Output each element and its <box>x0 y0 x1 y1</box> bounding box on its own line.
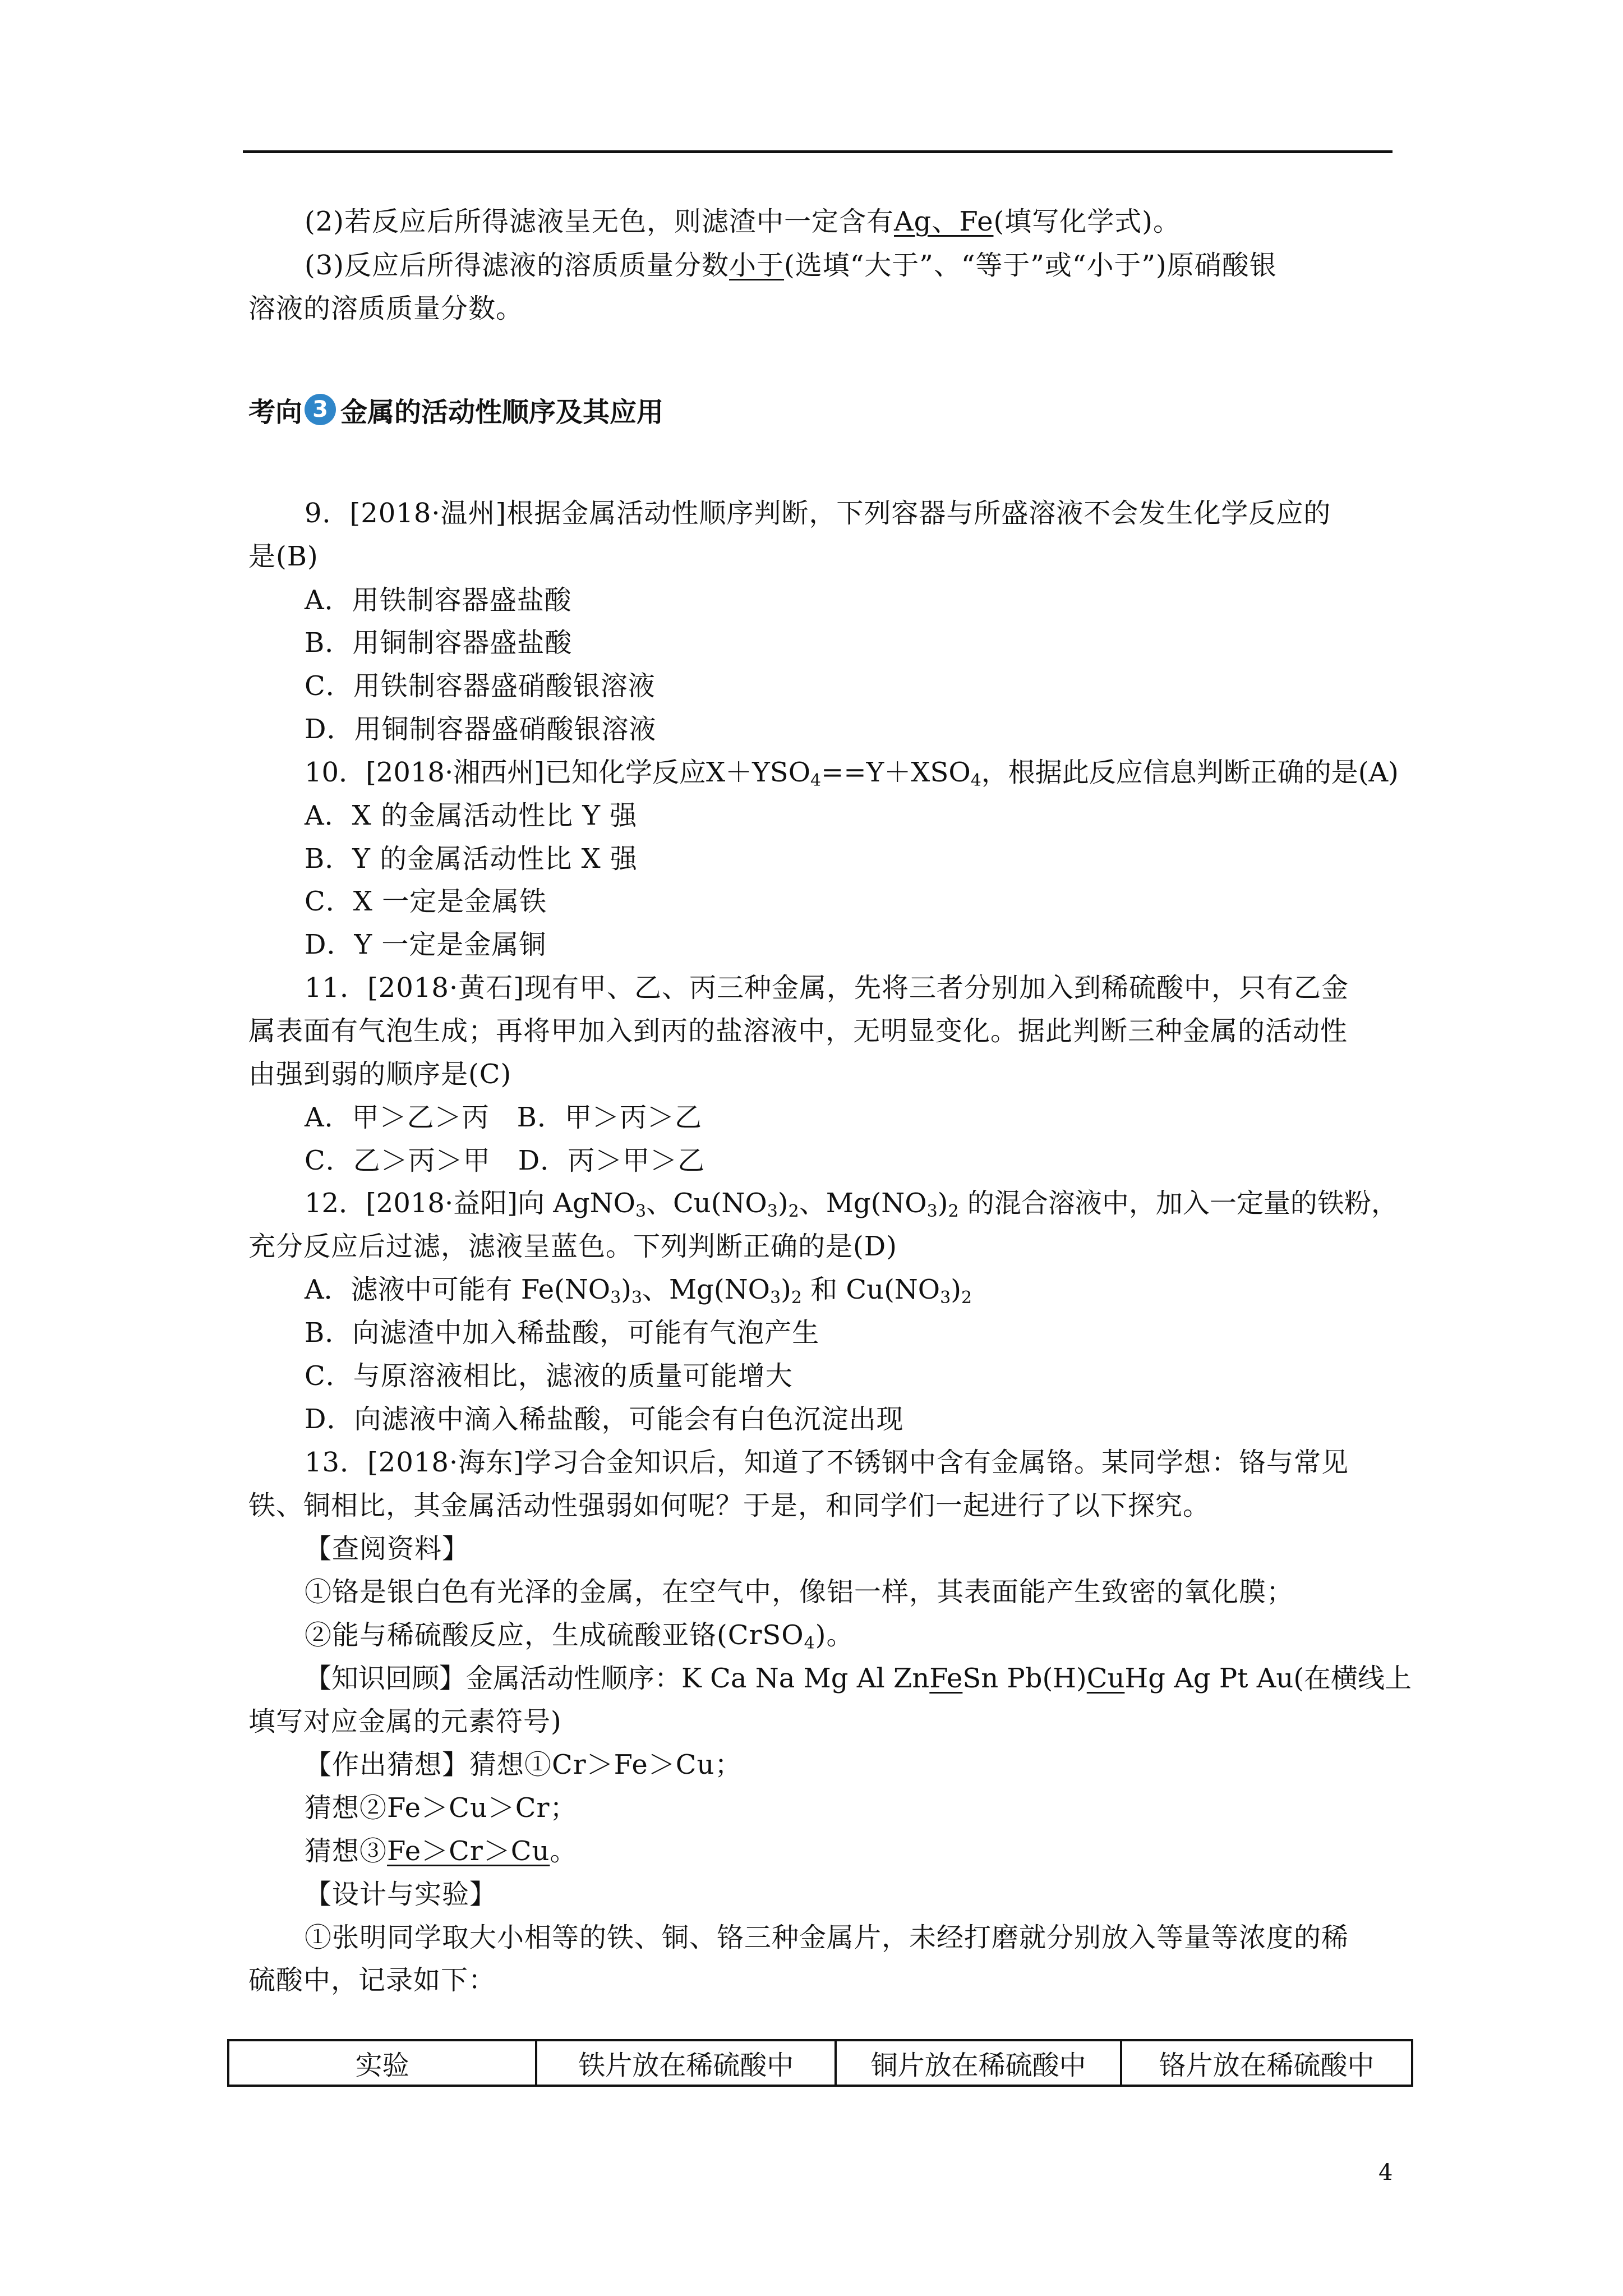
q10-sub-1: 4 <box>810 771 822 790</box>
q12-a-sub: 2 <box>791 1288 802 1308</box>
q13-research-2 <box>305 1618 854 1660</box>
q8-part2 <box>305 205 1181 238</box>
q13-guess-1: 【作出猜想】猜想①Cr＞Fe＞Cu； <box>305 1749 743 1780</box>
q11-stem-1: 11．[2018·黄石]现有甲、乙、丙三种金属，先将三者分别加入到稀硫酸中，只有乙金 <box>305 972 1349 1004</box>
q13-knowledge <box>305 1662 1412 1695</box>
q13-knowledge-post: Hg Ag Pt Au(在横线上 <box>1124 1663 1412 1694</box>
q12-stem-f: 的混合溶液中，加入一定量的铁粉， <box>958 1188 1398 1219</box>
q12-stem-e: ) <box>937 1188 948 1219</box>
q8-part2-text: (2)若反应后所得滤液呈无色，则滤渣中一定含有 <box>305 206 894 237</box>
q10-option-b: B．Y 的金属活动性比 X 强 <box>305 843 638 875</box>
q12-a-b: ) <box>621 1274 631 1305</box>
q13-heading-research: 【查阅资料】 <box>305 1533 470 1565</box>
q8-part3-cont: 溶液的溶质质量分数。 <box>248 293 524 324</box>
table-header-copper: 铜片放在稀硫酸中 <box>836 2040 1121 2086</box>
page-number: 4 <box>1378 2160 1393 2185</box>
q12-a-sub: 3 <box>631 1288 643 1308</box>
q12-sub: 3 <box>767 1202 778 1221</box>
q13-r2-sub: 4 <box>804 1634 815 1653</box>
q13-guess-3 <box>305 1834 577 1868</box>
q10-stem <box>305 756 1399 798</box>
q10-option-c: C．X 一定是金属铁 <box>305 886 547 917</box>
q12-sub: 2 <box>948 1202 959 1221</box>
section-heading <box>248 390 663 429</box>
q8-part2-answer: Ag、Fe <box>894 206 994 237</box>
q12-sub: 3 <box>635 1202 647 1221</box>
q12-stem-2: 充分反应后过滤，滤液呈蓝色。下列判断正确的是(D) <box>248 1231 897 1262</box>
q10-option-d: D．Y 一定是金属铜 <box>305 929 547 960</box>
q13-knowledge-cont: 填写对应金属的元素符号) <box>248 1706 562 1737</box>
table-header-chromium: 铬片放在稀硫酸中 <box>1121 2040 1412 2086</box>
q12-a-sub: 3 <box>610 1288 621 1308</box>
q12-sub: 2 <box>788 1202 799 1221</box>
q13-guess-3-pre: 猜想③ <box>305 1835 388 1867</box>
q11-stem-2: 属表面有气泡生成；再将甲加入到丙的盐溶液中，无明显变化。据此判断三种金属的活动性 <box>248 1015 1348 1047</box>
table-header-experiment: 实验 <box>228 2040 536 2086</box>
q8-part2-tail: (填写化学式)。 <box>993 206 1181 237</box>
section-title: 金属的活动性顺序及其应用 <box>340 396 664 428</box>
q13-knowledge-cu-answer: Cu <box>1086 1663 1125 1694</box>
q13-knowledge-mid: Sn Pb(H) <box>962 1663 1087 1694</box>
q12-stem-c: ) <box>777 1188 789 1219</box>
table-header-iron: 铁片放在稀硫酸中 <box>536 2040 836 2086</box>
q12-stem-1 <box>305 1186 1398 1228</box>
q13-experiment-1: ①张明同学取大小相等的铁、铜、铬三种金属片，未经打磨就分别放入等量等浓度的稀 <box>305 1922 1349 1953</box>
q12-a-e: 和 Cu(NO <box>801 1274 940 1305</box>
q12-a-a: A．滤液中可能有 Fe(NO <box>305 1274 611 1305</box>
q12-option-b: B．向滤渣中加入稀盐酸，可能有气泡产生 <box>305 1317 820 1349</box>
q12-option-d: D．向滤液中滴入稀盐酸，可能会有白色沉淀出现 <box>305 1404 904 1435</box>
q11-stem-3: 由强到弱的顺序是(C) <box>248 1059 512 1090</box>
q12-sub: 3 <box>926 1202 938 1221</box>
q13-guess-2: 猜想②Fe＞Cu＞Cr； <box>305 1792 578 1824</box>
q13-knowledge-pre: 【知识回顾】金属活动性顺序：K Ca Na Mg Al Zn <box>305 1663 930 1694</box>
q13-heading-design: 【设计与实验】 <box>305 1879 497 1910</box>
q13-research-1: ①铬是银白色有光泽的金属，在空气中，像铝一样，其表面能产生致密的氧化膜； <box>305 1576 1294 1608</box>
q13-experiment-2: 硫酸中，记录如下： <box>248 1964 496 1996</box>
q9-option-b: B．用铜制容器盛盐酸 <box>305 627 573 659</box>
q10-option-a: A．X 的金属活动性比 Y 强 <box>305 800 638 831</box>
q13-stem-2: 铁、铜相比，其金属活动性强弱如何呢？于是，和同学们一起进行了以下探究。 <box>248 1490 1211 1521</box>
q12-stem-b: 、Cu(NO <box>646 1188 767 1219</box>
q12-stem-a: 12．[2018·益阳]向 AgNO <box>305 1188 635 1219</box>
q13-r2-b: )。 <box>815 1619 854 1651</box>
q13-knowledge-fe-answer: Fe <box>929 1663 963 1694</box>
q9-stem-2: 是(B) <box>248 541 319 572</box>
q12-a-sub: 3 <box>769 1288 781 1308</box>
q10-sub-2: 4 <box>970 771 981 790</box>
section-prefix: 考向 <box>248 396 303 428</box>
q8-part3-answer: 小于 <box>729 250 785 281</box>
q8-part3-text: (3)反应后所得滤液的溶质质量分数 <box>305 250 729 281</box>
q12-a-c: 、Mg(NO <box>642 1274 770 1305</box>
q10-stem-c: ，根据此反应信息判断正确的是(A) <box>981 757 1399 788</box>
q9-option-c: C．用铁制容器盛硝酸银溶液 <box>305 670 656 702</box>
q13-guess-3-post: 。 <box>550 1835 578 1867</box>
q12-a-sub: 2 <box>961 1288 972 1308</box>
q12-a-f: ) <box>951 1274 961 1305</box>
q12-a-d: ) <box>781 1274 791 1305</box>
q12-stem-d: 、Mg(NO <box>799 1188 927 1219</box>
q11-options-cd: C．乙＞丙＞甲 D．丙＞甲＞乙 <box>305 1145 706 1176</box>
experiment-table <box>227 2039 1413 2087</box>
table-row <box>228 2040 1412 2086</box>
q9-stem-1: 9．[2018·温州]根据金属活动性顺序判断，下列容器与所盛溶液不会发生化学反应的 <box>305 498 1331 529</box>
q8-part3-tail: (选填“大于”、“等于”或“小于”)原硝酸银 <box>784 250 1277 281</box>
q12-option-a <box>305 1273 972 1315</box>
q8-part3 <box>305 249 1277 282</box>
q12-option-c: C．与原溶液相比，滤液的质量可能增大 <box>305 1360 793 1392</box>
section-number-badge: 3 <box>305 394 336 425</box>
q13-stem-1: 13．[2018·海东]学习合金知识后，知道了不锈钢中含有金属铬。某同学想：铬与常见 <box>305 1447 1349 1478</box>
q12-a-sub: 3 <box>940 1288 951 1308</box>
q10-stem-a: 10．[2018·湘西州]已知化学反应X＋YSO <box>305 757 811 788</box>
q13-guess-3-answer: Fe＞Cr＞Cu <box>387 1835 550 1867</box>
q9-option-d: D．用铜制容器盛硝酸银溶液 <box>305 714 657 745</box>
q13-r2-a: ②能与稀硫酸反应，生成硫酸亚铬(CrSO <box>305 1619 804 1651</box>
q9-option-a: A．用铁制容器盛盐酸 <box>305 585 572 616</box>
q10-stem-b: ==Y＋XSO <box>821 757 971 788</box>
header-rule <box>243 150 1393 153</box>
q11-options-ab: A．甲＞乙＞丙 B．甲＞丙＞乙 <box>305 1102 702 1133</box>
